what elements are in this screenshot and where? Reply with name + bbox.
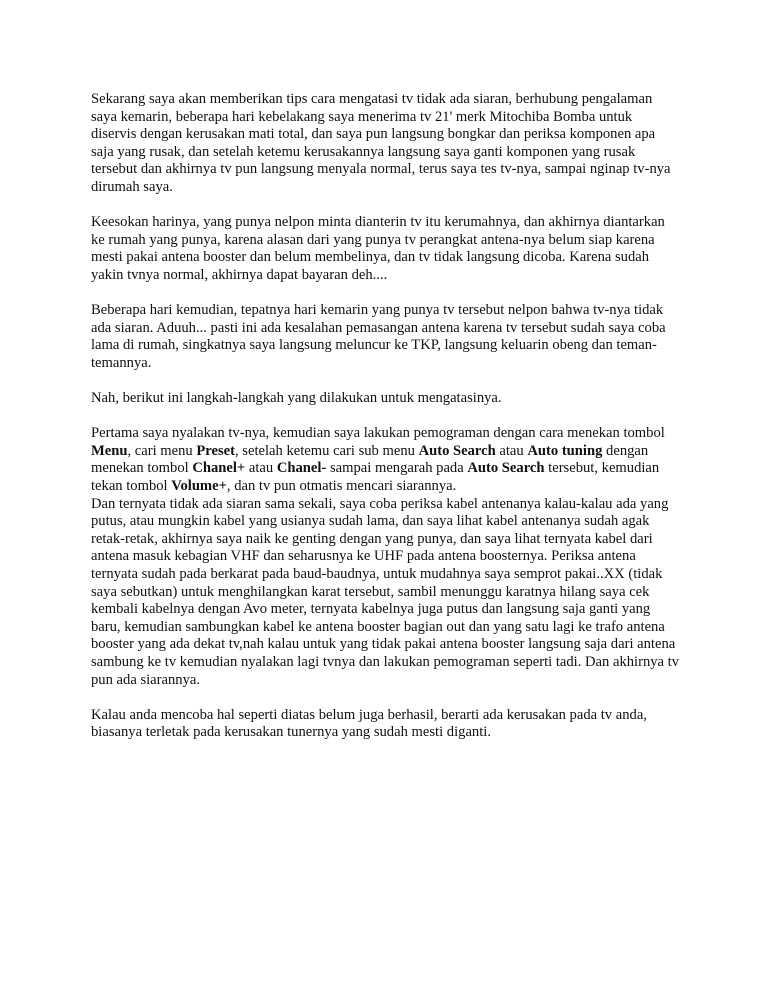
text-segment: tersebut, kemudian tekan tombol	[91, 460, 660, 495]
text-segment: atau	[245, 460, 277, 477]
paragraph-step-programming	[91, 425, 681, 495]
keyword-chanel-minus: Chanel-	[276, 460, 327, 477]
keyword-menu: Menu	[91, 442, 128, 459]
keyword-auto-search: Auto Search	[467, 460, 545, 477]
keyword-chanel-plus: Chanel+	[192, 460, 246, 477]
keyword-preset: Preset	[196, 442, 235, 459]
article-body	[91, 91, 681, 760]
text-segment: , cari menu	[127, 442, 197, 459]
text-segment: , dan tv pun otmatis mencari siarannya.	[226, 478, 457, 495]
paragraph-steps-intro: Nah, berikut ini langkah-langkah yang dilakukan untuk mengatasinya.	[91, 390, 502, 407]
keyword-auto-tuning: Auto tuning	[527, 442, 603, 459]
text-segment: atau	[495, 442, 528, 459]
text-segment: dengan menekan tombol	[91, 442, 649, 477]
paragraph-complaint: Beberapa hari kemudian, tepatnya hari kemarin yang punya tv tersebut nelpon bahwa tv-nya tidak ada siaran. Aduuh... pasti ini ada kesalahan pemasangan antena karena tv tersebut sudah saya coba lama di rumah, singkatnya saya langsung meluncur ke TKP, langsung keluarin obeng dan teman-temannya.	[91, 302, 666, 371]
keyword-auto-search: Auto Search	[418, 442, 496, 459]
paragraph-intro: Sekarang saya akan memberikan tips cara mengatasi tv tidak ada siaran, berhubung pengalaman saya kemarin, beberapa hari kebelakang saya menerima tv 21' merk Mitochiba Bomba untuk diservis dengan kerusakan mati total, dan saya pun langsung bongkar dan periksa komponen apa saja yang rusak, dan setelah ketemu kerusakannya langsung saya ganti komponen yang rusak tersebut dan akhirnya tv pun langsung menyala normal, terus saya tes tv-nya, sampai nginap tv-nya dirumah saya.	[91, 91, 671, 195]
paragraph-delivery: Keesokan harinya, yang punya nelpon minta dianterin tv itu kerumahnya, dan akhirnya diantarkan ke rumah yang punya, karena alasan dari yang punya tv perangkat antena-nya belum siap karena mesti pakai antena booster dan belum membelinya, dan tv tidak langsung dicoba. Karena sudah yakin tvnya normal, akhirnya dapat bayaran deh....	[91, 214, 665, 283]
text-segment: Pertama saya nyalakan tv-nya, kemudian saya lakukan pemograman dengan cara menekan tombol	[91, 425, 665, 442]
text-segment: , setelah ketemu cari sub menu	[235, 442, 419, 459]
paragraph-antenna-check: Dan ternyata tidak ada siaran sama sekali, saya coba periksa kabel antenanya kalau-kalau ada yang putus, atau mungkin kabel yang usianya sudah lama, dan saya lihat kabel antenanya sudah agak retak-retak, akhirnya saya naik ke genting dengan yang punya, dan saya lihat ternyata kabel dari antena masuk kebagian VHF dan seharusnya ke UHF pada antena boosternya. Periksa antena ternyata sudah pada berkarat pada baud-baudnya, untuk mudahnya saya semprot pakai..XX (tidak saya sebutkan) untuk menghilangkan karat tersebut, sambil menunggu karatnya hilang saya cek kembali kabelnya dengan Avo meter, ternyata kabelnya juga putus dan langsung saja ganti yang baru, kemudian sambungkan kabel ke antena booster bagian out dan yang satu lagi ke trafo antena booster yang ada dekat tv,nah kalau untuk yang tidak pakai antena booster langsung saja dari antena sambung ke tv kemudian nyalakan lagi tvnya dan lakukan pemograman seperti tadi. Dan akhirnya tv pun ada siarannya.	[91, 495, 680, 688]
paragraph-conclusion: Kalau anda mencoba hal seperti diatas belum juga berhasil, berarti ada kerusakan pada tv anda, biasanya terletak pada kerusakan tunernya yang sudah mesti diganti.	[91, 706, 647, 741]
text-segment: sampai mengarah pada	[326, 460, 468, 477]
keyword-volume-plus: Volume+	[171, 478, 227, 495]
